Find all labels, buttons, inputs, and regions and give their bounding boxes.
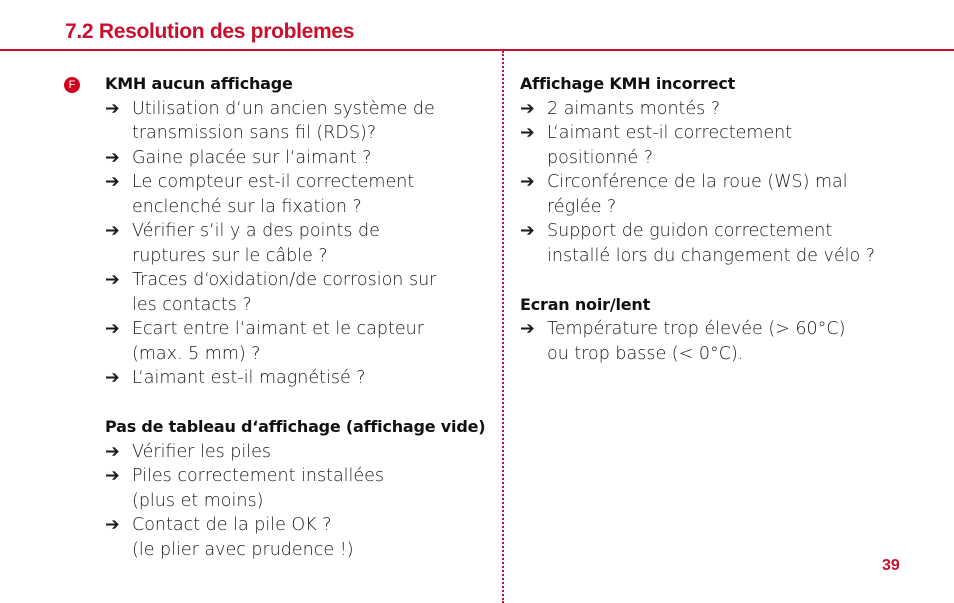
page-title: 7.2 Resolution des problemes xyxy=(65,20,355,43)
checklist-item-text: L‘aimant est-il correctement positionné ? xyxy=(547,123,793,168)
checklist-item xyxy=(105,170,500,219)
checklist-item-text: Température trop élevée (> 60°C) ou trop basse (< 0°C). xyxy=(547,319,846,364)
checklist-item xyxy=(105,219,500,268)
checklist-item xyxy=(105,366,500,391)
checklist-item xyxy=(105,268,500,317)
arrow-right-icon: ➔ xyxy=(105,466,120,486)
arrow-right-icon: ➔ xyxy=(105,319,120,339)
arrow-right-icon: ➔ xyxy=(105,270,120,290)
section-heading: Pas de tableau d‘affichage (affichage vide) xyxy=(105,417,486,436)
arrow-right-icon: ➔ xyxy=(520,221,535,241)
checklist-item-text: Gaine placée sur l‘aimant ? xyxy=(132,147,372,168)
checklist-item xyxy=(520,219,940,268)
checklist-item-text: Contact de la pile OK ? (le plier avec prudence !) xyxy=(132,515,354,560)
checklist-item-text: L‘aimant est-il magnétisé ? xyxy=(132,368,366,388)
arrow-right-icon: ➔ xyxy=(520,319,535,339)
checklist-item-text: Support de guidon correctement installé lors du changement de vélo ? xyxy=(547,221,876,266)
troubleshooting-section xyxy=(105,415,500,562)
checklist-item-text: Utilisation d‘un ancien système de transmission sans fil (RDS)? xyxy=(132,98,435,143)
arrow-right-icon: ➔ xyxy=(105,221,120,241)
checklist-item xyxy=(105,440,500,465)
arrow-right-icon: ➔ xyxy=(520,98,535,119)
checklist-item-text: Ecart entre l‘aimant et le capteur (max. 5 mm) ? xyxy=(132,319,424,364)
language-badge: F xyxy=(64,77,80,93)
checklist-item-text: Traces d‘oxidation/de corrosion sur les contacts ? xyxy=(132,270,437,315)
arrow-right-icon: ➔ xyxy=(105,515,120,535)
arrow-right-icon: ➔ xyxy=(105,147,120,168)
section-heading: Affichage KMH incorrect xyxy=(520,74,736,93)
checklist-item xyxy=(520,121,940,170)
checklist-item-text: Le compteur est-il correctement enclenché sur la fixation ? xyxy=(132,172,415,217)
checklist-item-text: 2 aimants montés ? xyxy=(547,98,721,119)
right-column xyxy=(520,72,940,391)
troubleshooting-section xyxy=(105,72,500,391)
checklist-item xyxy=(105,317,500,366)
checklist-item-text: Piles correctement installées (plus et moins) xyxy=(132,466,385,511)
arrow-right-icon: ➔ xyxy=(105,172,120,192)
page-number: 39 xyxy=(882,557,900,574)
checklist-item xyxy=(520,170,940,219)
arrow-right-icon: ➔ xyxy=(520,172,535,192)
section-heading: KMH aucun affichage xyxy=(105,74,293,93)
section-heading: Ecran noir/lent xyxy=(520,294,651,314)
troubleshooting-section xyxy=(520,72,940,268)
checklist-item xyxy=(105,513,500,562)
header-rule xyxy=(0,49,954,51)
troubleshooting-section xyxy=(520,293,940,367)
checklist-item xyxy=(520,317,940,366)
checklist-item xyxy=(520,97,940,122)
arrow-right-icon: ➔ xyxy=(105,441,120,462)
arrow-right-icon: ➔ xyxy=(105,98,120,119)
checklist-item xyxy=(105,146,500,171)
checklist-item xyxy=(105,464,500,513)
left-column xyxy=(105,72,500,587)
arrow-right-icon: ➔ xyxy=(105,368,120,388)
checklist-item-text: Vérifier s‘il y a des points de ruptures sur le câble ? xyxy=(132,221,380,266)
arrow-right-icon: ➔ xyxy=(520,123,535,143)
column-divider xyxy=(502,51,504,603)
checklist-item-text: Vérifier les piles xyxy=(132,441,272,462)
checklist-item-text: Circonférence de la roue (WS) mal réglée ? xyxy=(547,172,848,217)
checklist-item xyxy=(105,97,500,146)
